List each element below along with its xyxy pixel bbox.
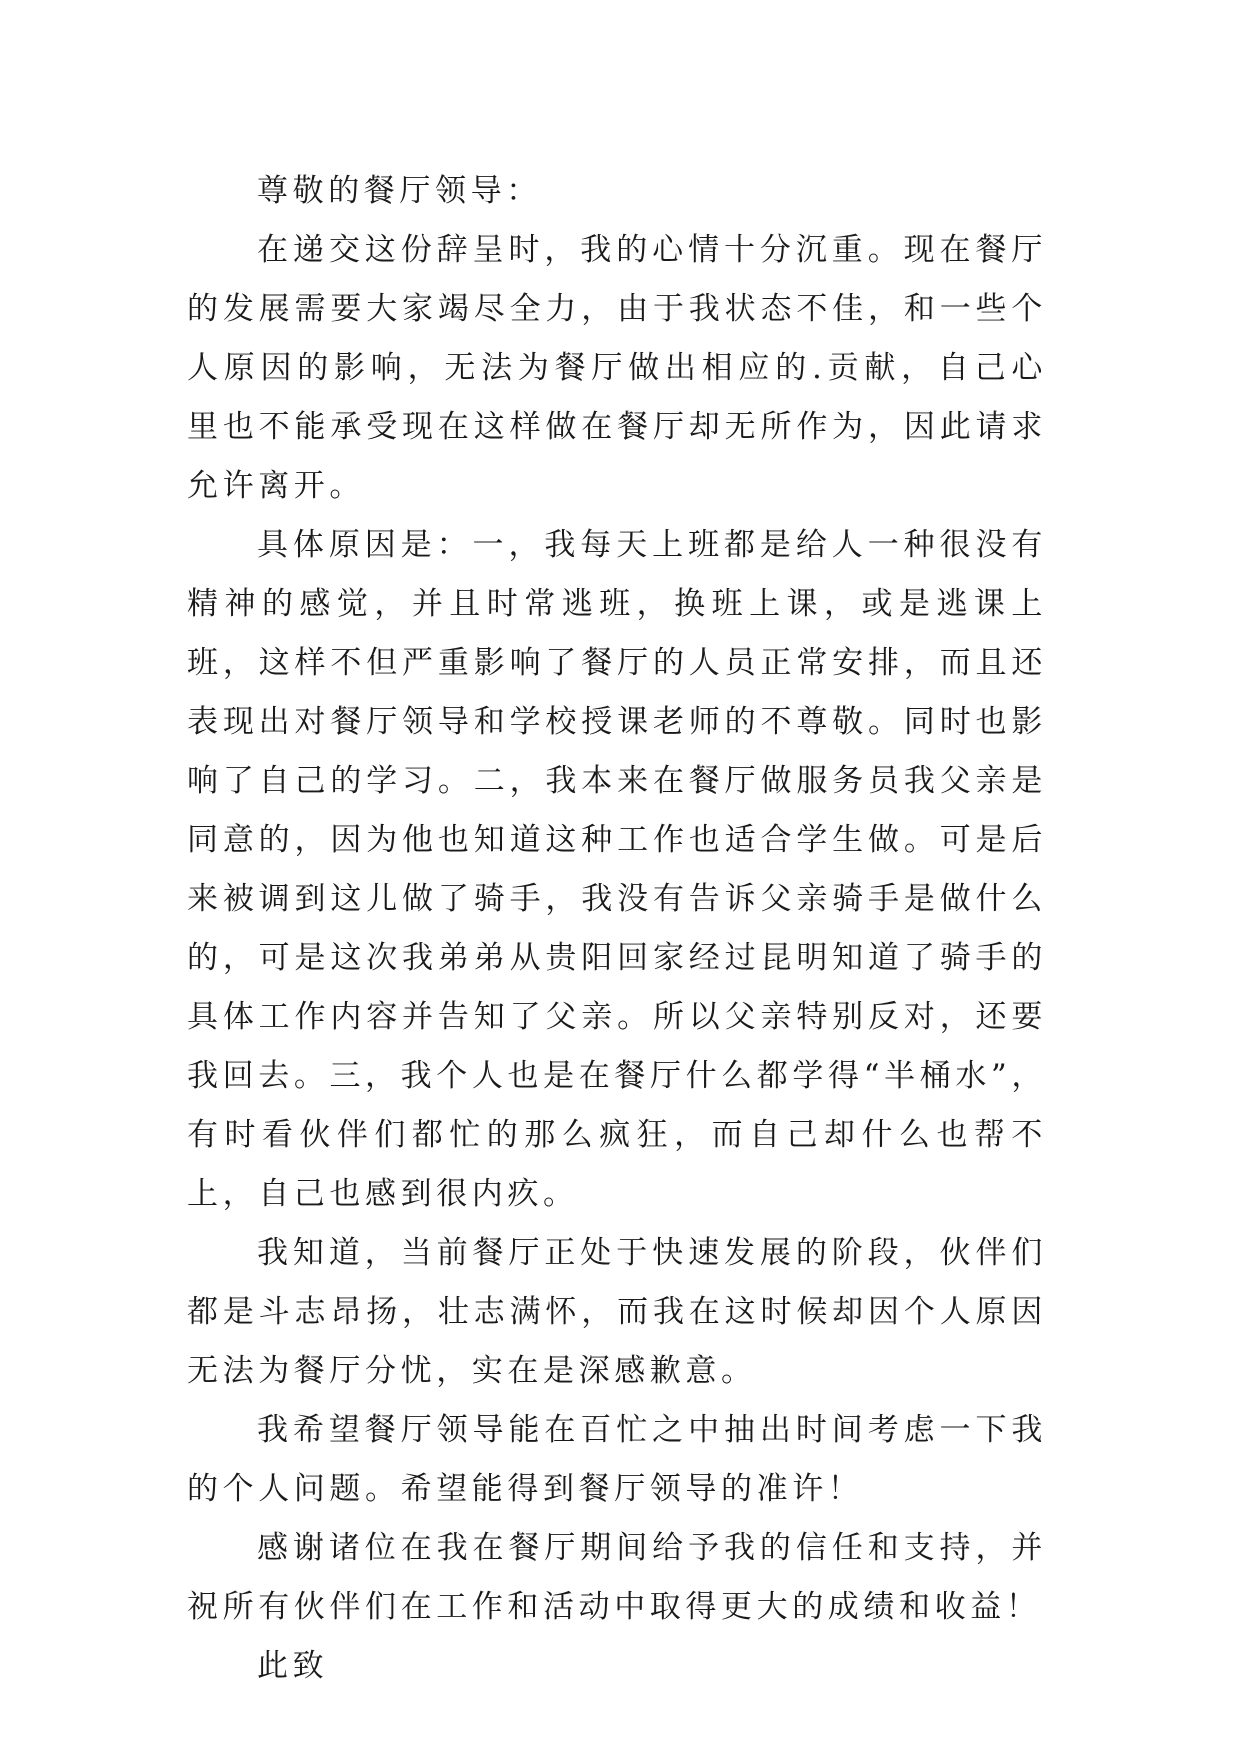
- letter-body: [187, 162, 1047, 1696]
- salutation: 尊敬的餐厅领导：: [257, 173, 542, 209]
- paragraph-3: 我知道，当前餐厅正处于快速发展的阶段，伙伴们都是斗志昂扬，壮志满怀，而我在这时候却因个人原因无法为餐厅分忧，实在是深感歉意。: [187, 1235, 1047, 1389]
- paragraph-2: 具体原因是：一，我每天上班都是给人一种很没有精神的感觉，并且时常逃班，换班上课，或是逃课上班，这样不但严重影响了餐厅的人员正常安排，而且还表现出对餐厅领导和学校授课老师的不尊敬。同时也影响了自己的学习。二，我本来在餐厅做服务员我父亲是同意的，因为他也知道这种工作也适合学生做。可是后来被调到这儿做了骑手，我没有告诉父亲骑手是做什么的，可是这次我弟弟从贵阳回家经过昆明知道了骑手的具体工作内容并告知了父亲。所以父亲特别反对，还要我回去。三，我个人也是在餐厅什么都学得“半桶水”，有时看伙伴们都忙的那么疯狂，而自己却什么也帮不上，自己也感到很内疚。: [187, 527, 1047, 1212]
- paragraph-5: 感谢诸位在我在餐厅期间给予我的信任和支持，并祝所有伙伴们在工作和活动中取得更大的成绩和收益！: [187, 1530, 1047, 1625]
- paragraph-4: 我希望餐厅领导能在百忙之中抽出时间考虑一下我的个人问题。希望能得到餐厅领导的准许！: [187, 1412, 1047, 1507]
- paragraph-1: 在递交这份辞呈时，我的心情十分沉重。现在餐厅的发展需要大家竭尽全力，由于我状态不佳，和一些个人原因的影响，无法为餐厅做出相应的.贡献，自己心里也不能承受现在这样做在餐厅却无所作为，因此请求允许离开。: [187, 232, 1047, 504]
- closing: 此致: [257, 1648, 329, 1684]
